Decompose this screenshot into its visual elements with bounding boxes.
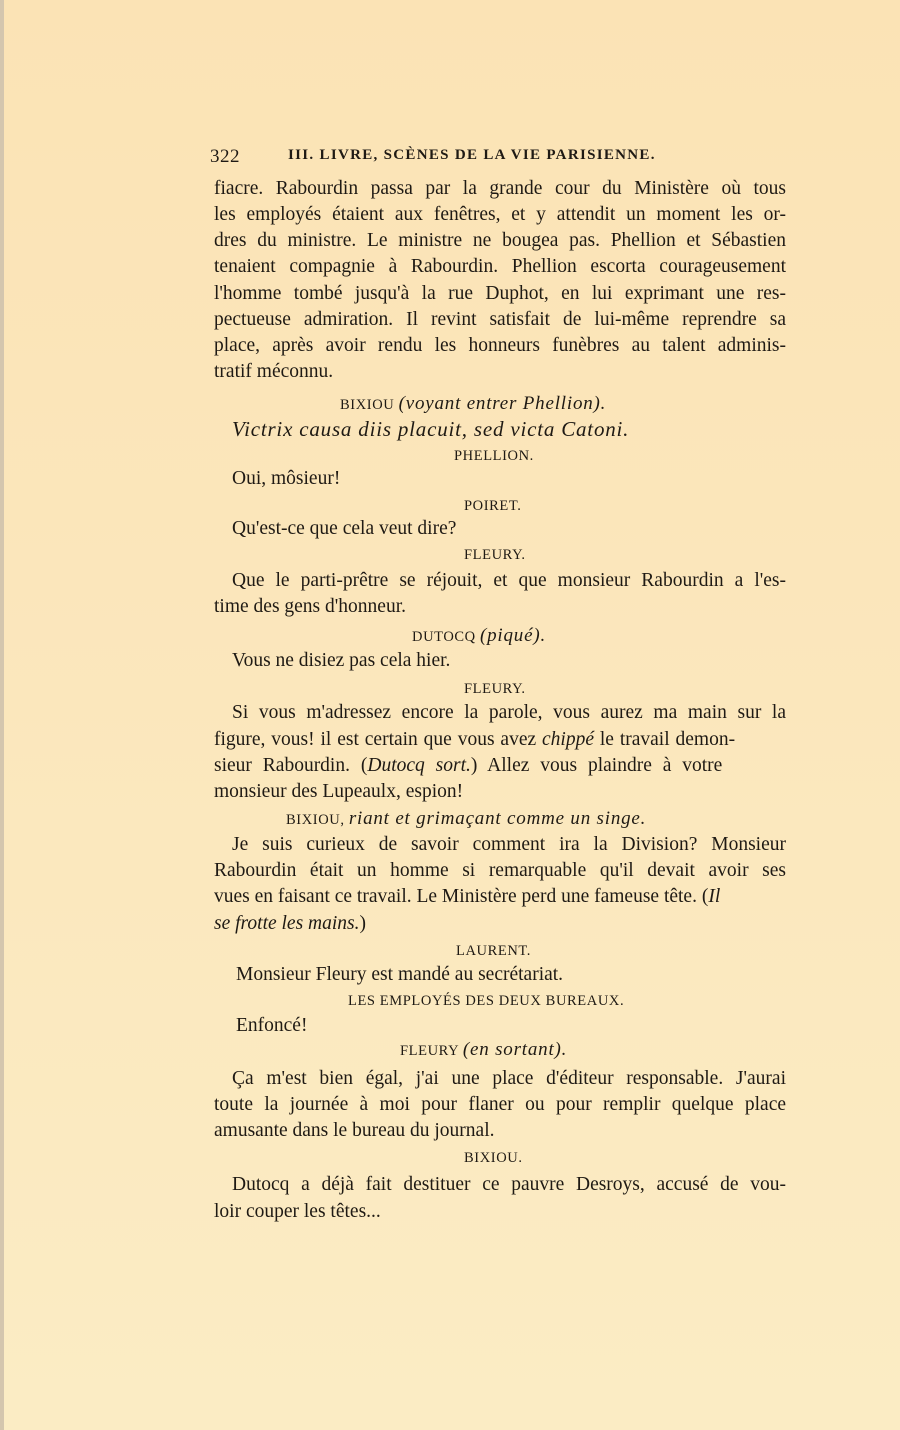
speaker-heading: POIRET. [464, 498, 522, 514]
speaker-heading: LAURENT. [456, 943, 532, 959]
narrative-line: place, après avoir rendu les honneurs funèbres au talent adminis- [214, 335, 786, 356]
narrative-line: tenaient compagnie à Rabourdin. Phellion escorta courageusement [214, 256, 786, 277]
dialogue-line: Oui, môsieur! [232, 468, 341, 489]
dialogue-line: Rabourdin était un homme si remarquable qu'il devait avoir ses [214, 860, 786, 881]
narrative-line: les employés étaient aux fenêtres, et y attendit un moment les or- [214, 204, 786, 225]
speaker-heading: BIXIOU (voyant entrer Phellion). [340, 393, 607, 414]
dialogue-line: figure, vous! il est certain que vous avez chippé le travail demon- [214, 729, 736, 750]
dialogue-line: sieur Rabourdin. (Dutocq sort.) Allez vous plaindre à votre [214, 755, 723, 776]
dialogue-line: amusante dans le bureau du journal. [214, 1120, 495, 1141]
dialogue-line: time des gens d'honneur. [214, 596, 406, 617]
dialogue-line: Enfoncé! [236, 1015, 308, 1036]
narrative-line: dres du ministre. Le ministre ne bougea pas. Phellion et Sébastien [214, 230, 786, 251]
emphasis: chippé [542, 729, 595, 750]
speaker-heading: PHELLION. [454, 448, 534, 464]
dialogue-line: se frotte les mains.) [214, 913, 367, 934]
dialogue-line: vues en faisant ce travail. Le Ministère perd une fameuse tête. (Il [214, 886, 721, 907]
stage-direction: riant et grimaçant comme un singe. [348, 808, 647, 829]
stage-direction: Il [708, 886, 721, 907]
stage-direction: (piqué). [480, 625, 547, 646]
narrative-line: tratif méconnu. [214, 361, 334, 382]
stage-direction: Dutocq sort. [367, 755, 471, 776]
dialogue-line: Dutocq a déjà fait destituer ce pauvre Desroys, accusé de vou- [232, 1174, 786, 1195]
speaker-heading: BIXIOU, riant et grimaçant comme un singe. [286, 808, 647, 829]
dialogue-line: Monsieur Fleury est mandé au secrétariat. [236, 964, 564, 985]
narrative-line: pectueuse admiration. Il revint satisfait de lui-même reprendre sa [214, 309, 786, 330]
speaker-heading: FLEURY. [464, 681, 526, 697]
dialogue-line: Je suis curieux de savoir comment ira la Division? Monsieur [232, 834, 786, 855]
dialogue-line: Ça m'est bien égal, j'ai une place d'éditeur responsable. J'aurai [232, 1068, 786, 1089]
dialogue-line: toute la journée à moi pour flaner ou pour remplir quelque place [214, 1094, 786, 1115]
dialogue-line: Vous ne disiez pas cela hier. [232, 650, 451, 671]
speaker-heading: LES EMPLOYÉS DES DEUX BUREAUX. [348, 993, 625, 1009]
latin-quote: Victrix causa diis placuit, sed victa Catoni. [232, 417, 630, 441]
dialogue-line: Que le parti-prêtre se réjouit, et que monsieur Rabourdin a l'es- [232, 570, 786, 591]
speaker-heading: DUTOCQ (piqué). [412, 625, 547, 646]
speaker-heading: FLEURY. [464, 547, 526, 563]
narrative-line: l'homme tombé jusqu'à la rue Duphot, en lui exprimant une res- [214, 283, 786, 304]
running-title: III. LIVRE, SCÈNES DE LA VIE PARISIENNE. [288, 147, 656, 163]
speaker-heading: BIXIOU. [464, 1150, 523, 1166]
scan-edge [0, 0, 4, 1430]
narrative-line: fiacre. Rabourdin passa par la grande cour du Ministère où tous [214, 178, 786, 199]
dialogue-line: monsieur des Lupeaulx, espion! [214, 781, 464, 802]
dialogue-line: loir couper les têtes... [214, 1201, 381, 1222]
stage-direction: (en sortant). [462, 1039, 568, 1060]
stage-direction: (voyant entrer Phellion). [398, 393, 607, 414]
dialogue-line: Qu'est-ce que cela veut dire? [232, 518, 457, 539]
running-header [210, 146, 786, 170]
dialogue-line: Si vous m'adressez encore la parole, vous aurez ma main sur la [232, 702, 786, 723]
stage-direction: se frotte les mains. [214, 913, 360, 934]
page-number: 322 [210, 146, 240, 167]
speaker-heading: FLEURY (en sortant). [400, 1039, 568, 1060]
